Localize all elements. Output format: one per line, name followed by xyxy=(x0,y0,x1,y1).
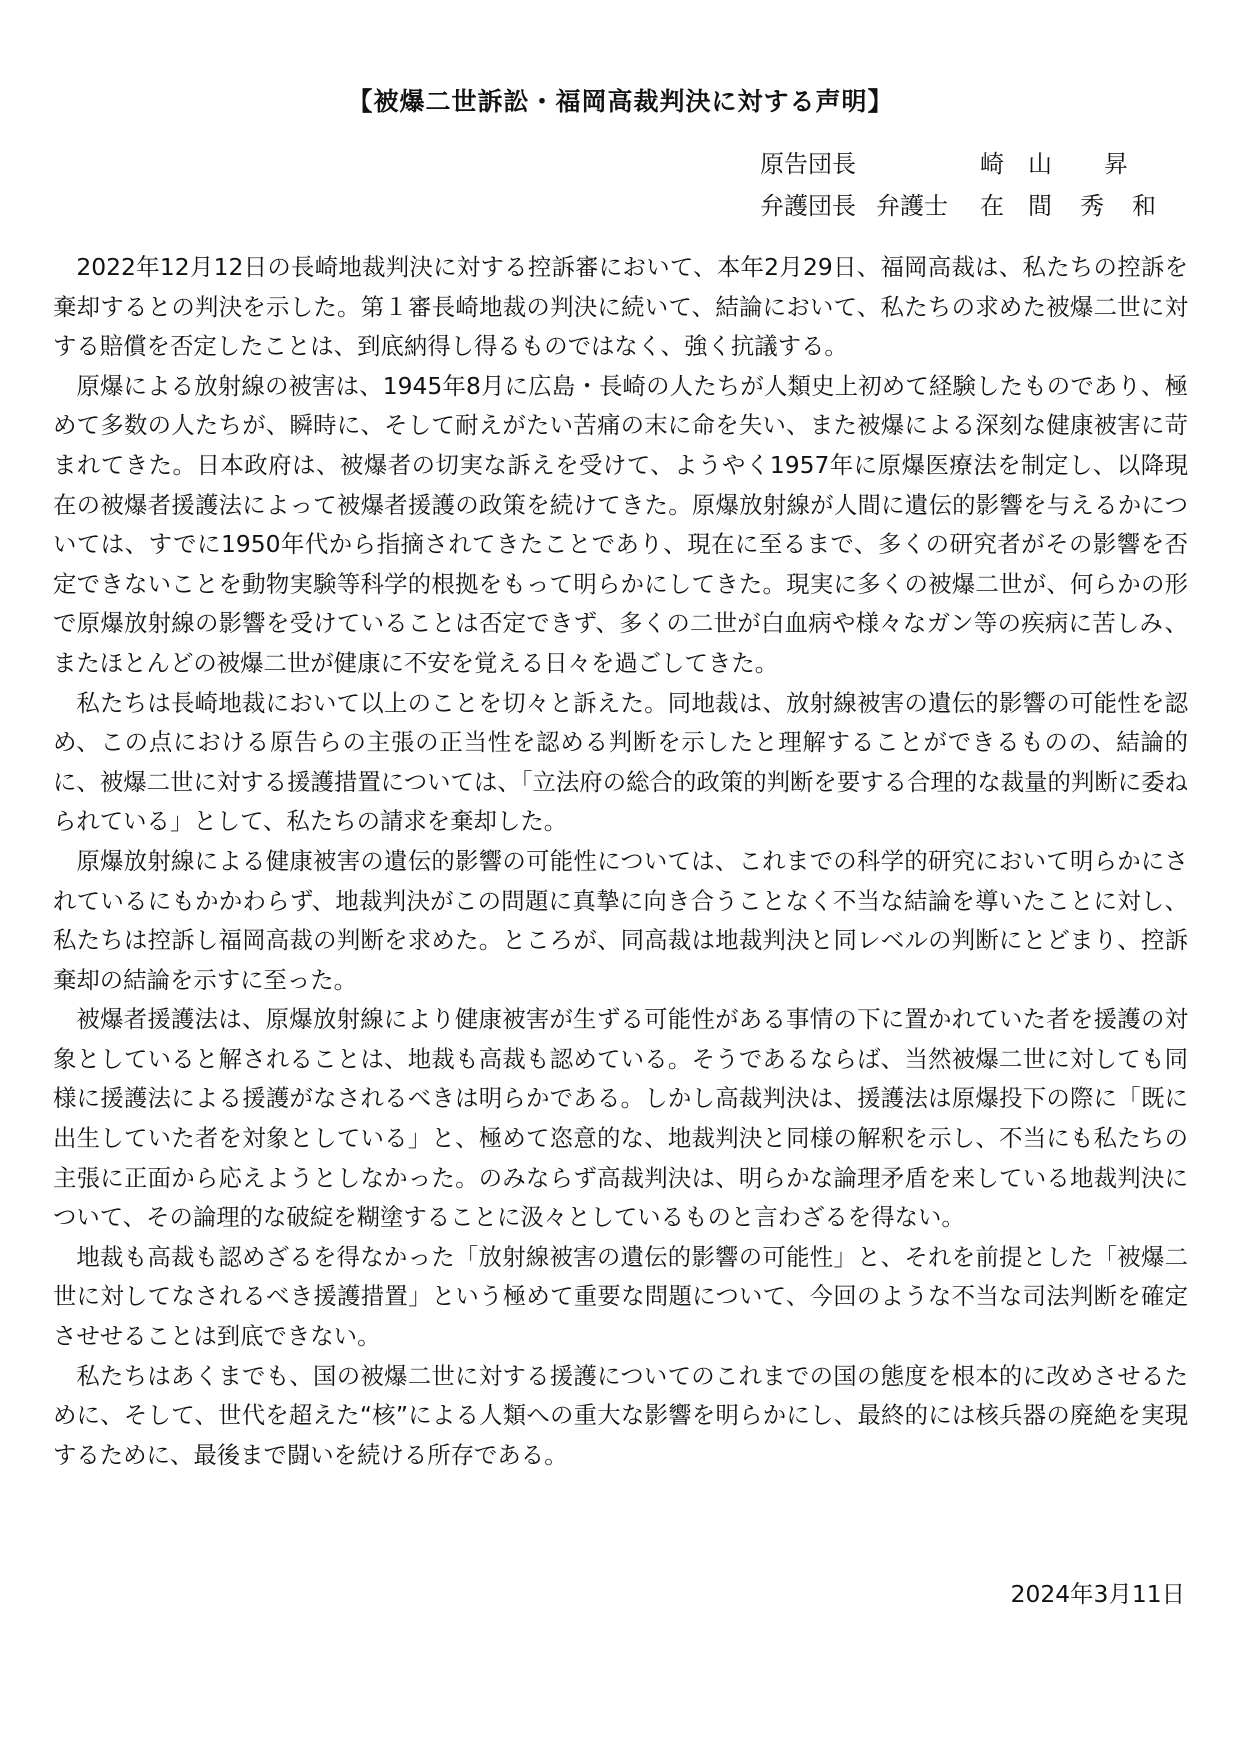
body-paragraph: 私たちは長崎地裁において以上のことを切々と訴えた。同地裁は、放射線被害の遺伝的影響の可能性を認め、この点における原告らの主張の正当性を認める判断を示したと理解することができるものの、結論的に、被爆二世に対する援護措置については、「立法府の総合的政策的判断を要する合理的な裁量的判断に委ねられている」として、私たちの請求を棄却した。 xyxy=(53,688,1188,836)
signatory-name-char: 昇 xyxy=(1104,150,1128,178)
signatory-name-char: 間 xyxy=(1028,192,1052,220)
body-paragraph: 私たちはあくまでも、国の被爆二世に対する援護についてのこれまでの国の態度を根本的に改めさせるために、そして、世代を超えた“核”による人類への重大な影響を明らかにし、最終的には核兵器の廃絶を実現するために、最後まで闘いを続ける所存である。 xyxy=(53,1361,1188,1469)
signatory-name-char: 在 xyxy=(980,192,1004,220)
document-title: 【被爆二世訴訟・福岡高裁判決に対する声明】 xyxy=(347,87,894,116)
body-paragraph: 地裁も高裁も認めざるを得なかった「放射線被害の遺伝的影響の可能性」と、それを前提とした「被爆二世に対してなされるべき援護措置」という極めて重要な問題について、今回のような不当な司法判断を確定させせることは到底できない。 xyxy=(53,1242,1188,1351)
body-paragraph: 2022年12月12日の長崎地裁判決に対する控訴審において、本年2月29日、福岡高裁は、私たちの控訴を棄却するとの判決を示した。第１審長崎地裁の判決に続いて、結論において、私たちの求めた被爆二世に対する賠償を否定したことは、到底納得し得るものではなく、強く抗議する。 xyxy=(53,253,1188,361)
signatory-name-char: 和 xyxy=(1132,192,1156,220)
statement-body xyxy=(53,248,1188,1475)
signatory-role: 弁護団長 xyxy=(760,192,856,220)
body-paragraph: 原爆放射線による健康被害の遺伝的影響の可能性については、これまでの科学的研究において明らかにされているにもかかわらず、地裁判決がこの問題に真摯に向き合うことなく不当な結論を導いたことに対し、私たちは控訴し福岡高裁の判断を求めた。ところが、同高裁は地裁判決と同レベルの判断にとどまり、控訴棄却の結論を示すに至った。 xyxy=(53,846,1188,994)
body-paragraph: 原爆による放射線の被害は、1945年8月に広島・長崎の人たちが人類史上初めて経験したものであり、極めて多数の人たちが、瞬時に、そして耐えがたい苦痛の末に命を失い、また被爆による深刻な健康被害に苛まれてきた。日本政府は、被爆者の切実な訴えを受けて、ようやく1957年に原爆医療法を制定し、以降現在の被爆者援護法によって被爆者援護の政策を続けてきた。原爆放射線が人間に遺伝的影響を与えるかについては、すでに1950年代から指摘されてきたことであり、現在に至るまで、多くの研究者がその影響を否定できないことを動物実験等科学的根拠をもって明らかにしてきた。現実に多くの被爆二世が、何らかの形で原爆放射線の影響を受けていることは否定できず、多くの二世が白血病や様々なガン等の疾病に苦しみ、またほとんどの被爆二世が健康に不安を覚える日々を過ごしてきた。 xyxy=(53,371,1188,677)
signatory-name-char: 崎 xyxy=(980,150,1004,178)
signatory-name-char: 山 xyxy=(1028,150,1052,178)
body-paragraph: 被爆者援護法は、原爆放射線により健康被害が生ずる可能性がある事情の下に置かれていた者を援護の対象としていると解されることは、地裁も高裁も認めている。そうであるならば、当然被爆二世に対しても同様に援護法による援護がなされるべきは明らかである。しかし高裁判決は、援護法は原爆投下の際に「既に出生していた者を対象としている」と、極めて恣意的な、地裁判決と同様の解釈を示し、不当にも私たちの主張に正面から応えようとしなかった。のみならず高裁判決は、明らかな論理矛盾を来している地裁判決について、その論理的な破綻を糊塗することに汲々としているものと言わざるを得ない。 xyxy=(53,1005,1188,1232)
signatory-role: 原告団長 xyxy=(760,150,856,178)
signatory-qualification: 弁護士 xyxy=(876,192,948,220)
statement-date: 2024年3月11日 xyxy=(1010,1580,1185,1608)
signatory-name-char: 秀 xyxy=(1080,192,1104,220)
